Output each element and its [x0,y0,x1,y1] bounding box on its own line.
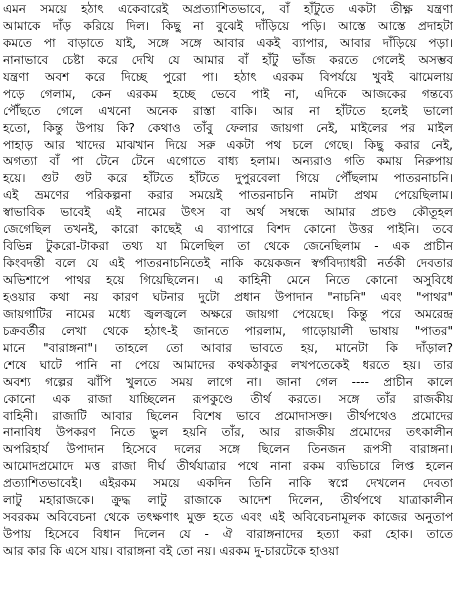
text-line: পড়ে গেলাম, কেন এরকম হচ্ছে ভেবে পাই না, এদিকে আজকের গন্তব্যে [3,86,453,101]
text-line: পাহাড় আর খাদের মাঝখান দিয়ে সরু একটা পথ চলে গেছে। কিছু করার নেই, [3,137,453,152]
text-line: কিংবদন্তী বলে যে এই পাতরনাচনিতেই নাকি কয়েকজন স্বর্গবিদ্যাধরী নর্তকী দেবতার [3,256,453,271]
text-line: আমোদপ্রমোদে মত্ত রাজা দীর্ঘ তীর্থযাত্রার পথে নানা রকম ব্যভিচারে লিপ্ত হলেন [3,459,453,474]
document-page [3,1,453,609]
text-line: এই ভ্রমণের পরিকল্পনা করার সময়েই পাতরনাচনি নামটা প্রথম পেয়েছিলাম। [3,188,453,203]
text-line: উপায় হিসেবে বিধান দিলেন যে - ঐ বারাঙ্গনাদের হত্যা করা হোক। তাতে [3,527,453,542]
text-line: অবশ্য গল্পের ঝাঁপি খুলতে সময় লাগে না। জানা গেল ---- প্রাচীন কালে [3,374,453,389]
text-line: শেষে ঘাটে পানি না পেয়ে আমাদের কথকঠাকুর লখপতেকেই ধরতে হয়। তার [3,357,453,372]
text-line: চক্রবর্তীর লেখা থেকে হঠাৎ-ই জানতে পারলাম, গাড়োয়ালী ভাষায় "পাতর" [3,323,453,338]
text-line: যন্ত্রণা অবশ করে দিচ্ছে পুরো পা। হঠাৎ এরকম বিপর্যয়ে খুবই ঝামেলায় [3,69,453,84]
text-line: জেগেছিল তখনই, কারো কাছেই এ ব্যাপারে বিশদ কোনো উত্তর পাইনি। তবে [3,222,453,237]
text-line: লাটু মহারাজকে। ক্রুদ্ধ লাটু রাজাকে আদেশ দিলেন, তীর্থপথে যাত্রাকালীন [3,493,453,508]
text-line: বাহিনী। রাজাটি আবার ছিলেন বিশেষ ভাবে প্রমোদাসক্ত। তীর্থপথেও প্রমোদের [3,408,453,423]
text-line: মানে "বারাঙ্গনা"। তাহলে তো আবার ভাবতে হয়, মানেটা কি দাঁড়াল? [3,340,453,355]
text-line: কোনো এক রাজা যাচ্ছিলেন রূপকুণ্ডে তীর্থ করতে। সঙ্গে তাঁর রাজকীয় [3,391,453,406]
text-line: হয়ে। গুট গুট করে হাঁটতে হাঁটতে দুপুরবেলা গিয়ে পৌঁছলাম পাতরনাচনি। [3,171,453,186]
text-line: কমতে পা বাড়াতে যাই, সঙ্গে সঙ্গে আবার একই ব্যাপার, আবার দাঁড়িয়ে পড়া। [3,35,453,50]
text-line: এমন সময়ে হঠাৎ একেবারেই অপ্রত্যাশিতভাবে, বাঁ হাঁটুতে একটা তীক্ষ্ণ যন্ত্রণা [3,2,453,16]
text-line: হওয়ার কথা নয় কারণ ঘটনার দুটো প্রধান উপাদান "নাচনি" এবং "পাথর" [3,289,453,304]
text-line: অগত্যা বাঁ পা টেনে টেনে এগোতে বাধ্য হলাম। অন্যরাও গতি কমায় নিরুপায় [3,154,453,169]
text-line: নানাভাবে চেষ্টা করে দেখি যে আমার বাঁ হাঁটু ভাঁজ করতে গেলেই অসম্ভব [3,52,453,67]
text-line: স্বাভাবিক ভাবেই এই নামের উৎস বা অর্থ সম্বন্ধে আমার প্রচণ্ড কৌতূহল [3,205,453,220]
text-line: হতো, কিন্তু উপায় কি? কেথাও তাঁবু ফেলার জায়গা নেই, মাইলের পর মাইল [3,120,453,135]
text-line: অপরিহার্য উপাদান হিসেবে দলের সঙ্গে ছিলেন তিনজন রূপসী বারাঙ্গনা। [3,442,453,457]
text-line: বিভিন্ন টুকরো-টাকরা তথ্য যা মিলেছিল তা থেকে জেনেছিলাম - এক প্রাচীন [3,239,453,254]
text-line: নানাবিধ উপকরণ নিতে ভুল হয়নি তাঁর, আর রাজকীয় প্রমোদের তৎকালীন [3,425,453,440]
text-line: আমাকে দাঁড় করিয়ে দিল। কিছু না বুঝেই দাঁড়িয়ে পড়ি। আস্তে আস্তে প্রদাহটা [3,18,453,33]
text-line: প্রত্যাশিতভাবেই। এইরকম সময়ে একদিন তিনি নাকি স্বপ্নে দেখলেন দেবতা [3,476,453,491]
text-line: সবরকম অবিবেচনা থেকে তৎক্ষণাৎ মুক্ত হতে এবং এই অবিবেচনামূলক কাজের অনুতাপ [3,510,453,525]
text-line: জায়গাটির নামের মধ্যে জ্বলজ্বলে অক্ষরে জায়গা পেয়েছে। কিন্তু পরে অমরেন্দ্র [3,306,453,321]
text-line: পৌঁছতে গেলে এখনো অনেক রাস্তা বাকি। আর না হাঁটতে হলেই ভালো [3,103,453,118]
text-line: অভিশাপে পাথর হয়ে গিয়েছিলেন। এ কাহিনী মেনে নিতে কোনো অসুবিধে [3,273,453,287]
text-line: আর কার কি এসে যায়। বারাঙ্গনা বই তো নয়। এরকম দু-চারটেকে হাওয়া [3,544,339,558]
